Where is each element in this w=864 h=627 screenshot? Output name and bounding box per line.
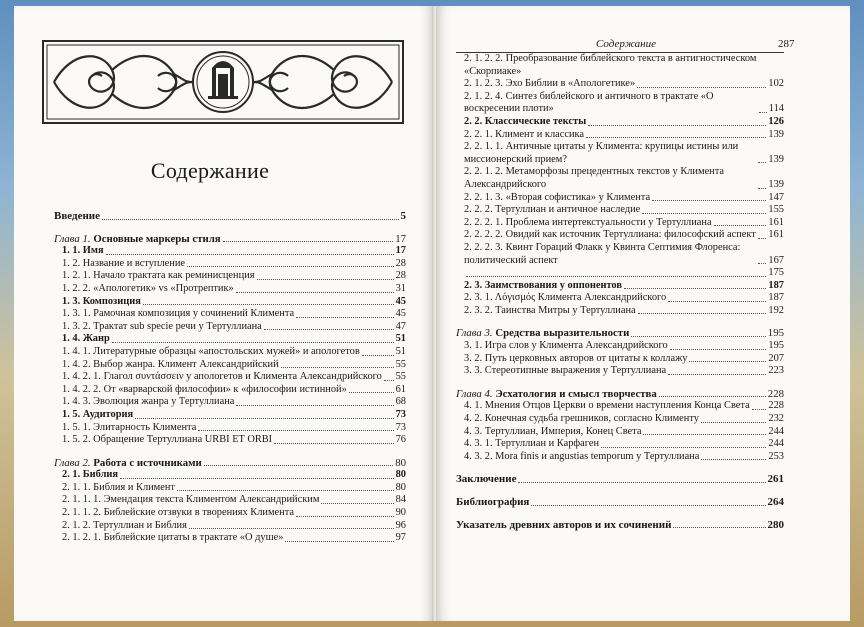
toc-entry xyxy=(54,270,406,283)
toc-page-number: 73 xyxy=(395,408,406,420)
section-gap xyxy=(456,509,784,519)
toc-entry-title: 2. 1. 2. 4. Синтез библейского и античного в трактате «О воскресении плоти» xyxy=(464,90,714,115)
dot-leader xyxy=(135,418,394,419)
dot-leader xyxy=(714,225,767,226)
toc-entry-title: Введение xyxy=(54,210,101,222)
toc-page-number: 28 xyxy=(395,257,406,269)
toc-entry-title: 1. 2. 2. «Апологетик» vs «Протрептик» xyxy=(62,282,234,294)
toc-entry xyxy=(456,116,784,129)
dot-leader xyxy=(659,396,766,397)
toc-entry xyxy=(456,242,784,267)
toc-page-number: 80 xyxy=(395,481,406,493)
toc-entry xyxy=(456,305,784,318)
toc-entry xyxy=(456,388,784,401)
toc-entry-title: 2. 2. 2. 2. Овидий как источник Тертуллиана: философский аспект xyxy=(464,229,756,241)
dot-leader xyxy=(274,443,393,444)
toc-page-number: 167 xyxy=(768,254,784,266)
toc-entry-title: 2. 2. 1. 1. Античные цитаты у Климента: крупицы истины или миссионерский прием? xyxy=(464,141,739,165)
toc-entry xyxy=(54,258,406,271)
dot-leader xyxy=(362,355,394,356)
toc-entry xyxy=(456,327,784,340)
dot-leader xyxy=(384,380,394,381)
dot-leader xyxy=(701,459,766,460)
dot-leader xyxy=(204,465,393,466)
toc-page-number: 223 xyxy=(768,365,784,377)
toc-page-number: 51 xyxy=(395,345,406,357)
toc-page-number: 244 xyxy=(768,438,784,450)
dot-leader xyxy=(236,292,394,293)
toc-entry-title: 2. 2. 2. 3. Квинт Гораций Флакк у Квинта Септимия Флоренса: политический аспект xyxy=(464,241,741,266)
dot-leader xyxy=(758,188,766,189)
toc-entry xyxy=(456,267,784,280)
toc-page-number: 187 xyxy=(768,279,784,291)
toc-entry xyxy=(456,426,784,439)
toc-page-number: 261 xyxy=(767,473,784,486)
dot-leader xyxy=(758,238,767,239)
toc-page-number: 5 xyxy=(400,210,406,222)
toc-entry xyxy=(456,365,784,378)
toc-page-number: 207 xyxy=(768,352,784,364)
toc-entry-title: 2. 1. 1. Библия и Климент xyxy=(62,481,175,493)
toc-entry xyxy=(456,519,784,532)
dot-leader xyxy=(296,317,393,318)
dot-leader xyxy=(102,219,398,220)
chapter-title: Работа с источниками xyxy=(93,456,202,469)
dot-leader xyxy=(624,288,766,289)
dot-leader xyxy=(673,527,765,528)
toc-entry xyxy=(54,384,406,397)
toc-entry-title xyxy=(456,388,657,401)
toc-entry-title: 2. 3. Заимствования у оппонентов xyxy=(464,279,622,291)
toc-entry xyxy=(456,53,784,78)
toc-page-number: 47 xyxy=(395,320,406,332)
dot-leader xyxy=(257,279,394,280)
toc-entry-title: 2. 1. Библия xyxy=(62,469,119,481)
chapter-title: Средства выразительности xyxy=(495,327,630,340)
dot-leader xyxy=(143,304,394,305)
chapter-title: Основные маркеры стиля xyxy=(93,232,221,245)
toc-page-number: 228 xyxy=(767,387,784,400)
dot-leader xyxy=(642,213,766,214)
dot-leader xyxy=(758,263,766,264)
chapter-label: Глава 4. xyxy=(456,387,496,400)
toc-entry xyxy=(54,346,406,359)
toc-entry xyxy=(54,482,406,495)
dot-leader xyxy=(466,276,766,277)
toc-page-number: 31 xyxy=(395,282,406,294)
toc-entry xyxy=(456,473,784,486)
toc-entry xyxy=(456,192,784,205)
toc-entry xyxy=(54,245,406,258)
section-gap xyxy=(54,447,406,457)
dot-leader xyxy=(643,434,766,435)
dot-leader xyxy=(236,405,393,406)
toc-page-number: 45 xyxy=(395,295,406,307)
toc-entry xyxy=(54,457,406,470)
toc-entry xyxy=(456,400,784,413)
toc-page-number: 139 xyxy=(768,153,784,165)
toc-entry-title: 2. 2. 1. 3. «Вторая софистика» у Климента xyxy=(464,191,651,203)
toc-entry-title: 2. 3. 1. Λόγισμός Климента Александрийского xyxy=(464,292,667,304)
toc-page-number: 51 xyxy=(395,333,406,345)
toc-entry-title: 4. 1. Мнения Отцов Церкви о времени наступления Конца Света xyxy=(464,400,750,412)
toc-entry xyxy=(54,233,406,246)
toc-page-number: 97 xyxy=(395,532,406,544)
toc-page-number: 175 xyxy=(768,267,784,279)
toc-page-number: 90 xyxy=(395,507,406,519)
toc-entry xyxy=(54,321,406,334)
section-gap xyxy=(54,223,406,233)
dot-leader xyxy=(586,137,766,138)
toc-entry xyxy=(54,507,406,520)
page-title: Содержание xyxy=(150,158,270,183)
toc-entry-title: 1. 5. 1. Элитарность Климента xyxy=(62,421,197,433)
toc-entry-title: 2. 1. 2. 1. Библейские цитаты в трактате «О душе» xyxy=(62,532,284,544)
toc-entry-title: Заключение xyxy=(456,473,517,486)
toc-page-number: 139 xyxy=(768,178,784,190)
toc-entry xyxy=(54,396,406,409)
dot-leader xyxy=(285,541,393,542)
toc-entry xyxy=(456,353,784,366)
dot-leader xyxy=(120,478,394,479)
toc-entry-title: 1. 5. Аудитория xyxy=(62,408,134,420)
dot-leader xyxy=(223,241,394,242)
toc-entry-title: 1. 2. Название и вступление xyxy=(62,257,186,269)
dot-leader xyxy=(531,505,765,506)
toc-entry-title: 3. 1. Игра слов у Климента Александрийского xyxy=(464,340,668,352)
toc-entry-title: 1. 4. 2. 1. Глагол συντάσσειν у апологетов и Климента Александрийского xyxy=(62,371,382,383)
toc-entry-title: 1. 3. 2. Трактат sub specie речи у Тертуллиана xyxy=(62,320,262,332)
section-gap xyxy=(456,378,784,388)
toc-page-number: 80 xyxy=(395,469,406,481)
dot-leader xyxy=(670,349,767,350)
dot-leader xyxy=(296,516,394,517)
dot-leader xyxy=(668,301,766,302)
toc-entry xyxy=(54,532,406,545)
toc-entry xyxy=(456,438,784,451)
toc-page-number: 55 xyxy=(395,358,406,370)
toc-entry xyxy=(54,371,406,384)
toc-entry-title: 4. 2. Конечная судьба грешников, согласно Клименту xyxy=(464,413,699,425)
toc-page-number: 161 xyxy=(768,216,784,228)
toc-entry xyxy=(54,333,406,346)
toc-entry xyxy=(54,210,406,223)
toc-page-number: 84 xyxy=(395,494,406,506)
toc-entry-title: 1. 2. 1. Начало трактата как реминисценция xyxy=(62,270,255,282)
dot-leader xyxy=(752,409,767,410)
section-gap xyxy=(456,463,784,473)
dot-leader xyxy=(281,367,394,368)
toc-entry xyxy=(54,422,406,435)
toc-page-number: 73 xyxy=(395,421,406,433)
toc-page-number: 228 xyxy=(768,400,784,412)
toc-page-number: 244 xyxy=(768,425,784,437)
toc-entry xyxy=(456,340,784,353)
running-head: Содержание xyxy=(596,38,657,50)
toc-entry xyxy=(456,451,784,464)
toc-entry-title: 2. 1. 2. 2. Преобразование библейского текста в антигностическом «Скорпиаке» xyxy=(464,53,757,77)
toc-entry xyxy=(456,229,784,242)
toc-entry xyxy=(456,292,784,305)
dot-leader xyxy=(177,490,394,491)
toc-entry-title: 2. 2. Классические тексты xyxy=(464,115,587,127)
toc-page-number: 253 xyxy=(768,450,784,462)
toc-entry xyxy=(456,217,784,230)
toc-entry-title: Указатель древних авторов и их сочинений xyxy=(456,518,672,531)
toc-entry xyxy=(54,434,406,447)
toc-entry-title: 3. 3. Стереотипные выражения у Тертуллиана xyxy=(464,365,667,377)
toc-entry-title: 1. 4. 2. 2. От «варварской философии» к «философии истинной» xyxy=(62,383,347,395)
chapter-title: Эсхатология и смысл творчества xyxy=(495,387,657,400)
section-gap xyxy=(456,317,784,327)
toc-entry-title: Библиография xyxy=(456,496,530,508)
toc-page-number: 161 xyxy=(768,229,784,241)
toc-entry xyxy=(456,413,784,426)
toc-left-list xyxy=(54,210,406,545)
toc-entry-title: 4. 3. 2. Mora finis и angustias temporum у Тертуллиана xyxy=(464,450,700,462)
toc-page-number: 55 xyxy=(395,371,406,383)
dot-leader xyxy=(588,125,766,126)
toc-entry xyxy=(54,359,406,372)
toc-entry-title: 1. 3. 1. Рамочная композиция у сочинений Климента xyxy=(62,308,295,320)
toc-page-number: 28 xyxy=(395,270,406,282)
toc-entry xyxy=(456,496,784,509)
toc-page-number: 280 xyxy=(767,518,784,531)
toc-entry-title: 1. 4. 2. Выбор жанра. Климент Александрийский xyxy=(62,358,279,370)
toc-entry-title xyxy=(54,233,221,246)
toc-entry xyxy=(54,520,406,533)
toc-entry-title: 2. 1. 2. 3. Эхо Библии в «Апологетике» xyxy=(464,78,636,90)
toc-entry xyxy=(54,409,406,422)
toc-entry-title: 3. 2. Путь церковных авторов от цитаты к коллажу xyxy=(464,352,688,364)
toc-entry-title: 2. 2. 2. Тертуллиан и античное наследие xyxy=(464,204,641,216)
toc-entry-title: 1. 4. Жанр xyxy=(62,333,110,345)
toc-entry xyxy=(456,141,784,166)
toc-page-number: 195 xyxy=(768,340,784,352)
toc-entry-title xyxy=(456,327,629,340)
page-number: 287 xyxy=(778,38,795,50)
dot-leader xyxy=(518,482,765,483)
toc-entry xyxy=(456,166,784,191)
chapter-label: Глава 1. xyxy=(54,232,94,245)
toc-entry-title: 2. 3. 2. Таинства Митры у Тертуллиана xyxy=(464,304,636,316)
dot-leader xyxy=(106,254,394,255)
toc-entry-title: 2. 2. 2. 1. Проблема интертекстуальности у Тертуллиана xyxy=(464,216,712,228)
toc-entry-title: 2. 1. 1. 2. Библейские отзвуки в творениях Климента xyxy=(62,507,294,519)
toc-page-number: 45 xyxy=(395,308,406,320)
toc-entry xyxy=(456,280,784,293)
dot-leader xyxy=(321,503,393,504)
ornamental-header-picture xyxy=(42,40,404,124)
toc-entry-title: 1. 5. 2. Обращение Тертуллиана URBI ET ORBI xyxy=(62,434,273,446)
toc-page-number: 187 xyxy=(768,292,784,304)
toc-entry xyxy=(456,204,784,217)
toc-entry xyxy=(54,469,406,482)
toc-entry-title: 2. 1. 2. Тертуллиан и Библия xyxy=(62,519,187,531)
toc-entry xyxy=(456,129,784,142)
toc-page-number: 17 xyxy=(395,245,406,257)
toc-entry-title: 4. 3. 1. Тертуллиан и Карфаген xyxy=(464,438,600,450)
toc-entry xyxy=(54,494,406,507)
dot-leader xyxy=(601,447,766,448)
toc-page-number: 114 xyxy=(768,103,784,115)
toc-page-number: 76 xyxy=(395,434,406,446)
dot-leader xyxy=(631,336,766,337)
toc-page-number: 139 xyxy=(768,128,784,140)
chapter-label: Глава 3. xyxy=(456,327,496,340)
toc-entry-title: 1. 1. Имя xyxy=(62,245,104,257)
toc-entry-title xyxy=(54,457,202,470)
toc-page-number: 80 xyxy=(395,456,406,469)
toc-entry xyxy=(54,283,406,296)
dot-leader xyxy=(638,313,767,314)
dot-leader xyxy=(189,528,394,529)
toc-entry-title: 2. 2. 1. 2. Метаморфозы прецедентных текстов у Климента Александрийского xyxy=(464,166,725,190)
toc-entry-title: 1. 3. Композиция xyxy=(62,295,141,307)
toc-right-list xyxy=(456,53,784,531)
toc-entry xyxy=(456,78,784,91)
dot-leader xyxy=(652,200,766,201)
toc-page-number: 17 xyxy=(395,232,406,245)
toc-entry xyxy=(54,308,406,321)
toc-page-number: 68 xyxy=(395,396,406,408)
dot-leader xyxy=(112,342,394,343)
toc-page-number: 126 xyxy=(768,115,784,127)
dot-leader xyxy=(759,112,767,113)
dot-leader xyxy=(187,266,394,267)
dot-leader xyxy=(198,430,393,431)
dot-leader xyxy=(264,329,394,330)
dot-leader xyxy=(637,87,766,88)
toc-entry-title: 4. 3. Тертуллиан, Империя, Конец Света xyxy=(464,425,642,437)
toc-page-number: 192 xyxy=(768,304,784,316)
section-gap xyxy=(456,486,784,496)
toc-page-number: 155 xyxy=(768,204,784,216)
dot-leader xyxy=(758,162,766,163)
toc-entry xyxy=(54,296,406,309)
toc-entry-title: 2. 2. 1. Климент и классика xyxy=(464,128,585,140)
toc-entry-title: 1. 4. 1. Литературные образцы «апостольских мужей» и апологетов xyxy=(62,345,360,357)
chapter-label: Глава 2. xyxy=(54,456,94,469)
toc-page-number: 147 xyxy=(768,191,784,203)
toc-page-number: 195 xyxy=(767,327,784,340)
toc-entry xyxy=(456,91,784,116)
dot-leader xyxy=(701,422,766,423)
dot-leader xyxy=(668,374,766,375)
toc-page-number: 102 xyxy=(768,78,784,90)
toc-page-number: 232 xyxy=(768,413,784,425)
dot-leader xyxy=(689,361,766,362)
dot-leader xyxy=(349,392,394,393)
toc-page-number: 96 xyxy=(395,519,406,531)
toc-page-number: 61 xyxy=(395,383,406,395)
toc-entry-title: 2. 1. 1. 1. Эмендация текста Климентом Александрийским xyxy=(62,494,320,506)
toc-entry-title: 1. 4. 3. Эволюция жанра у Тертуллиана xyxy=(62,396,235,408)
toc-page-number: 264 xyxy=(767,496,784,508)
